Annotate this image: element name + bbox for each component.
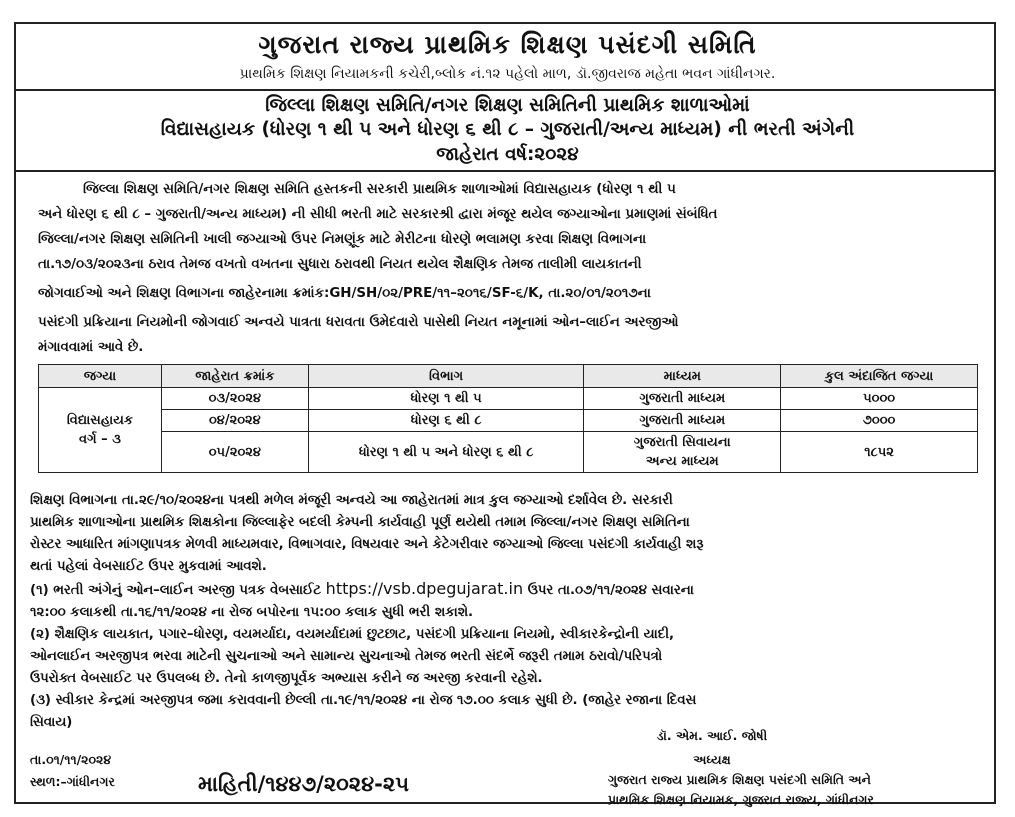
post-cell <box>39 388 162 473</box>
website-link[interactable]: https://vsb.dpegujarat.in <box>325 579 524 598</box>
col-adv-no: જાહેરાત ક્રમાંક <box>161 365 308 388</box>
medium-line: અન્ય માધ્યમ <box>645 454 719 469</box>
medium-cell <box>584 432 781 473</box>
subject-line-2: વિદ્યાસહાયક (ધોરણ ૧ થી ૫ અને ધોરણ ૬ થી ૮ – ગુજરાતી/અન્ય માધ્યમ) ની ભરતી અંગેની <box>160 119 855 140</box>
notice-date: તા.૦૧/૧૧/૨૦૨૪ <box>30 752 112 767</box>
note-3-line: (૩) સ્વીકાર કેન્દ્રમાં અરજીપત્ર જમા કરાવવાની છેલ્લી તા.૧૯/૧૧/૨૦૨૪ ના રોજ ૧૭.૦૦ કલાક સુધી છે. (જાહેર રજાના દિવસ <box>30 693 697 708</box>
notice-place: સ્થળ:–ગાંધીનગર <box>30 774 115 789</box>
table-row <box>39 388 978 410</box>
body-line: શિક્ષણ વિભાગના તા.૨૯/૧૦/૨૦૨૪ના પત્રથી મળેલ મંજૂરી અન્વયે આ જાહેરાતમાં માત્ર કુલ જગ્યાઓ દર્શાવેલ છે. સરકારી <box>30 493 673 508</box>
intro-line: પસંદગી પ્રક્રિયાના નિયમોની જોગવાઈ અન્વયે પાત્રતા ધરાવતા ઉમેદવારો પાસેથી નિયત નમૂનામાં ઓન–લાઈન અરજીઓ <box>38 315 679 330</box>
col-medium: માધ્યમ <box>584 365 781 388</box>
intro-paragraph <box>38 177 978 360</box>
post-name: વિદ્યાસહાયક <box>66 413 134 428</box>
adv-cell: ૦૫/૨૦૨૪ <box>161 432 308 473</box>
note-3-line: સિવાય) <box>30 715 73 730</box>
intro-line: જિલ્લા શિક્ષણ સમિતિ/નગર શિક્ષણ સમિતિ હસ્તકની સરકારી પ્રાથમિક શાળાઓમાં વિદ્યાસહાયક (ધોરણ ૧ થી ૫ <box>83 182 676 197</box>
note-2-line: (૨) શૈક્ષણિક લાયકાત, પગાર–ધોરણ, વયમર્યાદા, વયમર્યાદામાં છુટછાટ, પસંદગી પ્રક્રિયાના નિયમો, સ્વીકારકેન્દ્રોની યાદી, <box>30 627 675 642</box>
mahiti-number: માહિતી/૧૪૪૭/૨૦૨૪-૨૫ <box>198 772 409 796</box>
col-total: કુલ અંદાજિત જગ્યા <box>781 365 978 388</box>
note-2-line: ઉપરોક્ત વેબસાઈટ પર ઉપલબ્ધ છે. તેનો કાળજીપૂર્વક અભ્યાસ કરીને જ અરજી કરવાની રહેશે. <box>30 671 543 686</box>
body-paragraph <box>30 490 980 734</box>
medium-cell: ગુજરાતી માધ્યમ <box>584 410 781 432</box>
medium-line: ગુજરાતી સિવાયના <box>633 435 731 450</box>
post-class: વર્ગ – ૩ <box>79 432 121 447</box>
note-1-line-2: ૧૨:૦૦ કલાકથી તા.૧૬/૧૧/૨૦૨૪ ના રોજ બપોરના ૧૫:૦૦ કલાક સુધી ભરી શકાશે. <box>30 605 474 620</box>
intro-line: અને ધોરણ ૬ થી ૮ – ગુજરાતી/અન્ય માધ્યમ) ની સીધી ભરતી માટે સરકારશ્રી દ્વારા મંજૂર થયેલ જગ્યાઓના પ્રમાણમાં સંબંધિત <box>38 207 718 222</box>
table-row <box>39 410 978 432</box>
signatory-org-2: પ્રાથમિક શિક્ષણ નિયામક, ગુજરાત રાજ્ય, ગાંધીનગર <box>608 792 875 807</box>
adv-cell: ૦૪/૨૦૨૪ <box>161 410 308 432</box>
intro-line: તા.૧૭/૦૩/૨૦૨૩ના ઠરાવ તેમજ વખતો વખતના સુધારા ઠરાવથી નિયત થયેલ શૈક્ષણિક તેમજ તાલીમી લાયકાતની <box>38 257 642 272</box>
advertisement-year: જાહેરાત વર્ષ:૨૦૨૪ <box>436 144 579 165</box>
count-cell: ૫૦૦૦ <box>781 388 978 410</box>
signatory-name: ડૉ. એમ. આઈ. જોષી <box>656 728 768 743</box>
medium-cell: ગુજરાતી માધ્યમ <box>584 388 781 410</box>
subject-divider <box>16 170 994 172</box>
col-section: વિભાગ <box>308 365 584 388</box>
section-cell: ધોરણ ૬ થી ૮ <box>308 410 584 432</box>
adv-cell: ૦૩/૨૦૨૪ <box>161 388 308 410</box>
signatory-org-1: ગુજરાત રાજ્ય પ્રાથમિક શિક્ષણ પસંદગી સમિતિ અને <box>608 772 871 787</box>
note-2-line: ઓનલાઈન અરજીપત્ર ભરવા માટેની સુચનાઓ અને સામાન્ય સુચનાઓ તેમજ ભરતી સંદર્ભે જરૂરી તમામ ઠરાવો/પરિપત્રો <box>30 649 663 664</box>
section-cell: ધોરણ ૧ થી ૫ <box>308 388 584 410</box>
intro-line: મંગાવવામાં આવે છે. <box>38 340 144 355</box>
header-divider <box>16 89 994 91</box>
office-address: પ્રાથમિક શિક્ષણ નિયામકની કચેરી,બ્લોક નં.૧૨ પહેલો માળ, ડૉ.જીવરાજ મહેતા ભવન ગાંધીનગર. <box>239 66 776 82</box>
vacancy-table <box>38 364 978 473</box>
count-cell: ૧૮૫૨ <box>781 432 978 473</box>
body-line: રોસ્ટર આધારિત માંગણાપત્રક મેળવી માધ્યમવાર, વિભાગવાર, વિષયવાર અને કેટેગરીવાર જગ્યાઓ જિલ્લા પસંદગી કાર્યવાહી શરૂ <box>30 537 704 552</box>
subject-line-1: જિલ્લા શિક્ષણ સમિતિ/નગર શિક્ષણ સમિતિની પ્રાથમિક શાળાઓમાં <box>265 95 750 116</box>
table-header-row <box>39 365 978 388</box>
body-line: થતાં પહેલાં વેબસાઈટ ઉપર મુકવામાં આવશે. <box>30 559 267 574</box>
intro-line: જિલ્લા/નગર શિક્ષણ સમિતિની ખાલી જગ્યાઓ ઉપર નિમણૂંક માટે મેરીટના ધોરણે ભલામણ કરવા શિક્ષણ વિભાગના <box>38 232 647 247</box>
note-1 <box>30 578 980 602</box>
body-line: પ્રાથમિક શાળાઓના પ્રાથમિક શિક્ષકોના જિલ્લાફેર બદલી કેમ્પની કાર્યવાહી પૂર્ણ થયેથી તમામ જિલ્લા/નગર શિક્ષણ સમિતિના <box>30 515 690 530</box>
section-cell: ધોરણ ૧ થી ૫ અને ધોરણ ૬ થી ૮ <box>308 432 584 473</box>
committee-title: ગુજરાત રાજ્ય પ્રાથમિક શિક્ષણ પસંદગી સમિતિ <box>258 30 757 59</box>
table-row <box>39 432 978 473</box>
signatory-role: અધ્યક્ષ <box>693 752 731 767</box>
note-1-date: ઉપર તા.૦૭/૧૧/૨૦૨૪ સવારના <box>527 583 694 598</box>
note-1-text: (૧) ભરતી અંગેનું ઓન–લાઈન અરજી પત્રક વેબસાઈટ <box>30 583 322 598</box>
intro-line: જોગવાઈઓ અને શિક્ષણ વિભાગના જાહેરનામા ક્રમાંક:GH/SH/૦૨/PRE/૧૧–૨૦૧૬/SF-૬/K, તા.૨૦/૦૧/૨૦૧૭ના <box>38 286 651 301</box>
col-post: જગ્યા <box>39 365 162 388</box>
count-cell: ૭૦૦૦ <box>781 410 978 432</box>
